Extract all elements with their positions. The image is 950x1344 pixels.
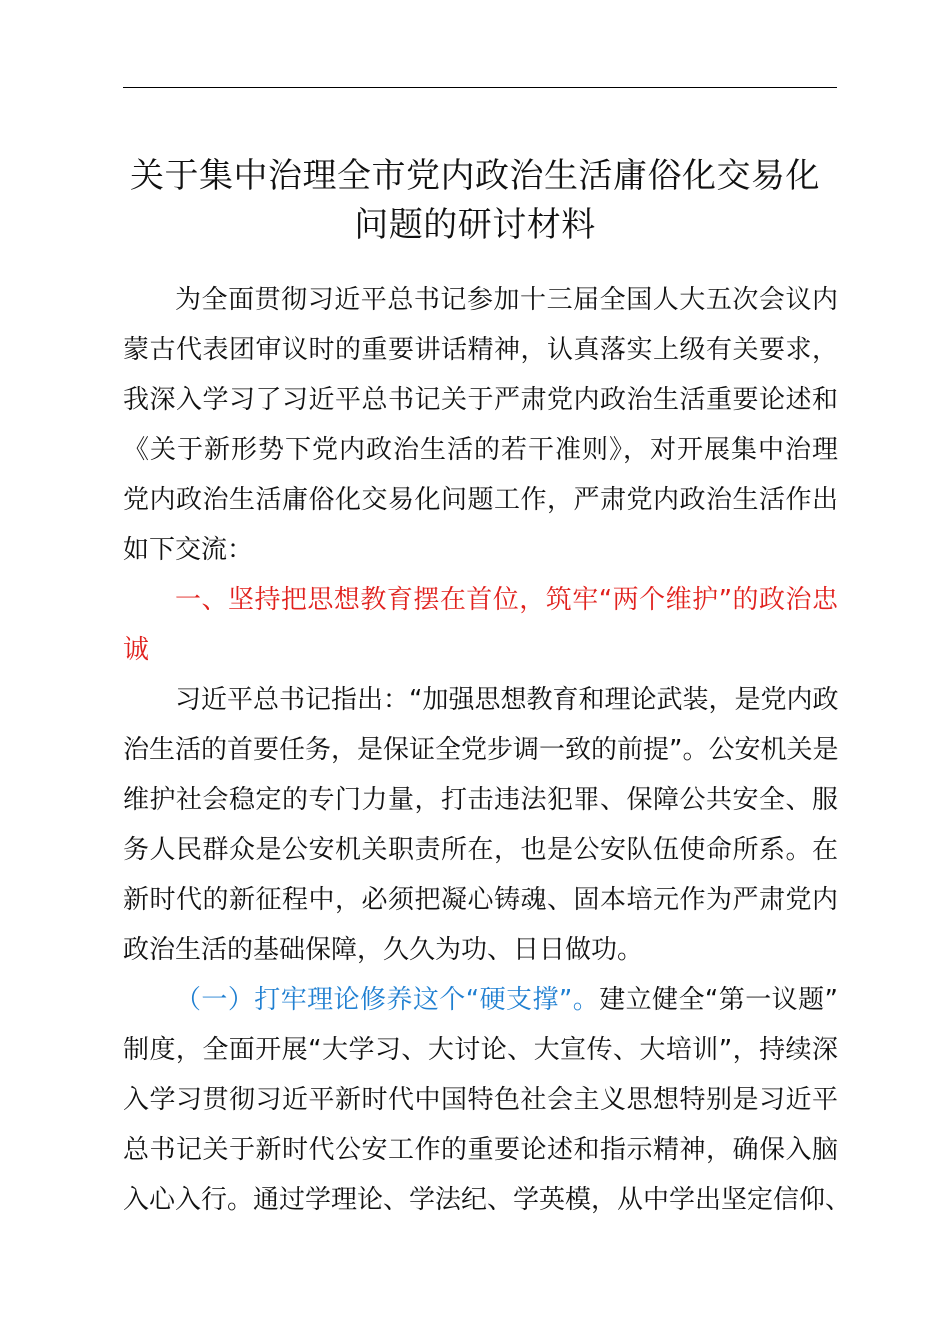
para1-line-4: 务人民群众是公安机关职责所在，也是公安队伍使命所系。在 bbox=[123, 835, 838, 865]
intro-line-4: 《关于新形势下党内政治生活的若干准则》，对开展集中治理 bbox=[123, 435, 838, 465]
intro-line-2: 蒙古代表团审议时的重要讲话精神，认真落实上级有关要求， bbox=[123, 335, 838, 365]
para1-line-5: 新时代的新征程中，必须把凝心铸魂、固本培元作为严肃党内 bbox=[123, 885, 838, 915]
subsection-1-label: （一）打牢理论修养这个“硬支撑”。 bbox=[175, 985, 600, 1015]
para1-line-3: 维护社会稳定的专门力量，打击违法犯罪、保障公共安全、服 bbox=[123, 785, 838, 815]
section-heading-1-line-1: 一、坚持把思想教育摆在首位，筑牢“两个维护”的政治忠 bbox=[175, 585, 838, 615]
intro-line-3: 我深入学习了习近平总书记关于严肃党内政治生活重要论述和 bbox=[123, 385, 838, 415]
subsection-1-line-1 bbox=[175, 980, 838, 1020]
document-title-line-1: 关于集中治理全市党内政治生活庸俗化交易化 bbox=[130, 156, 820, 196]
para1-line-6: 政治生活的基础保障，久久为功、日日做功。 bbox=[123, 935, 644, 965]
subsection-1-line-5: 入心入行。通过学理论、学法纪、学英模，从中学出坚定信仰、 bbox=[123, 1185, 852, 1215]
subsection-1-line-2: 制度，全面开展“大学习、大讨论、大宣传、大培训”，持续深 bbox=[123, 1035, 838, 1065]
intro-line-5: 党内政治生活庸俗化交易化问题工作，严肃党内政治生活作出 bbox=[123, 485, 838, 515]
intro-line-6: 如下交流： bbox=[123, 535, 254, 565]
subsection-1-line-4: 总书记关于新时代公安工作的重要论述和指示精神，确保入脑 bbox=[123, 1135, 838, 1165]
para1-line-1: 习近平总书记指出：“加强思想教育和理论武装，是党内政 bbox=[175, 685, 839, 715]
section-heading-1-line-2: 诚 bbox=[123, 635, 150, 665]
para1-line-2: 治生活的首要任务，是保证全党步调一致的前提”。公安机关是 bbox=[123, 735, 839, 765]
document-title-line-2: 问题的研讨材料 bbox=[354, 205, 596, 245]
subsection-1-line-3: 入学习贯彻习近平新时代中国特色社会主义思想特别是习近平 bbox=[123, 1085, 838, 1115]
header-rule bbox=[123, 87, 837, 88]
subsection-1-first-line-text: 建立健全“第一议题” bbox=[599, 985, 838, 1015]
intro-line-1: 为全面贯彻习近平总书记参加十三届全国人大五次会议内 bbox=[175, 285, 838, 315]
